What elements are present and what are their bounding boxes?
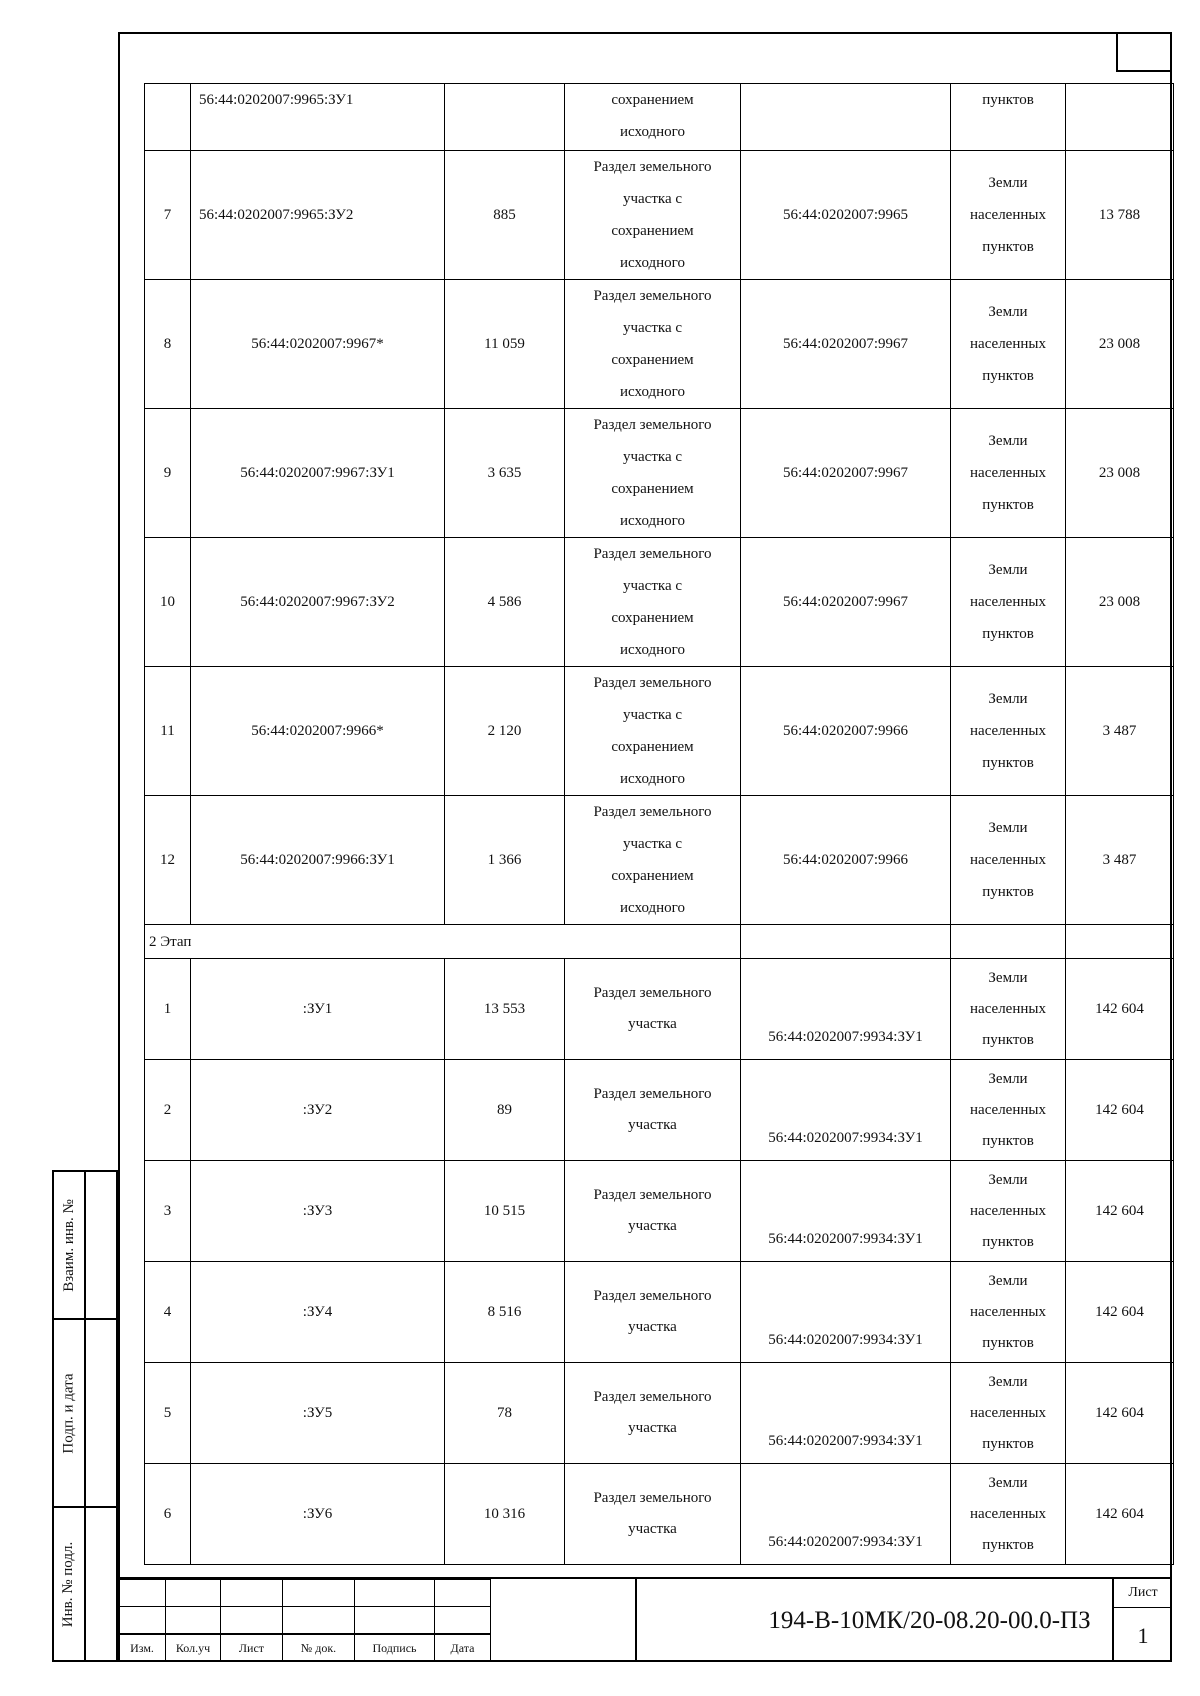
parcel-id: :ЗУ5: [191, 1363, 445, 1464]
land-category-line: пунктов: [982, 626, 1034, 642]
formation-method-line: исходного: [620, 124, 685, 140]
formation-method-line: исходного: [620, 255, 685, 271]
land-category-line: Земли: [988, 304, 1028, 320]
parcel-id: 56:44:0202007:9967:ЗУ1: [191, 409, 445, 538]
formation-method-line: Раздел земельного: [593, 417, 712, 433]
source-area: 3 487: [1066, 796, 1174, 925]
parcel-id: 56:44:0202007:9967*: [191, 280, 445, 409]
row-number: 7: [145, 151, 191, 280]
parcel-area: 89: [445, 1060, 565, 1161]
land-category: [951, 1161, 1066, 1262]
source-area: 142 604: [1066, 959, 1174, 1060]
land-category-line: населенных: [970, 207, 1046, 223]
source-parcel: [741, 84, 951, 151]
formation-method-line: Раздел земельного: [593, 159, 712, 175]
formation-method: [565, 1464, 741, 1565]
revision-grid: [118, 1579, 491, 1662]
parcels-table: [144, 83, 1174, 1565]
land-category: [951, 1262, 1066, 1363]
land-category: [951, 667, 1066, 796]
row-number: 10: [145, 538, 191, 667]
source-area: 142 604: [1066, 1161, 1174, 1262]
land-category: [951, 1464, 1066, 1565]
table-row: [145, 1161, 1174, 1262]
formation-method-line: сохранением: [611, 610, 694, 626]
corner-box: [1116, 32, 1172, 72]
formation-method-line: Раздел земельного: [593, 804, 712, 820]
formation-method-line: участка с: [622, 836, 683, 852]
title-block: [118, 1577, 1172, 1662]
parcel-area: 8 516: [445, 1262, 565, 1363]
stamp-label-sheet: Лист: [221, 1634, 283, 1662]
sheet-box: [1112, 1579, 1172, 1662]
side-label-inv-orig-cell: [52, 1506, 86, 1662]
land-category-line: Земли: [988, 1373, 1028, 1390]
parcel-id: 56:44:0202007:9965:ЗУ1: [191, 84, 445, 151]
land-category-line: Земли: [988, 691, 1028, 707]
formation-method-line: Раздел земельного: [593, 1086, 712, 1102]
row-number: [145, 84, 191, 151]
formation-method-line: участка: [628, 1319, 677, 1335]
parcel-area: 10 316: [445, 1464, 565, 1565]
formation-method-line: исходного: [620, 384, 685, 400]
parcel-area: 13 553: [445, 959, 565, 1060]
land-category: [951, 538, 1066, 667]
parcel-id: 56:44:0202007:9966:ЗУ1: [191, 796, 445, 925]
parcel-area: 78: [445, 1363, 565, 1464]
formation-method-line: участка: [628, 1420, 677, 1436]
formation-method-line: исходного: [620, 771, 685, 787]
land-category: [951, 959, 1066, 1060]
parcel-area: 11 059: [445, 280, 565, 409]
formation-method-line: участка с: [622, 707, 683, 723]
parcel-id: 56:44:0202007:9966*: [191, 667, 445, 796]
table-row: [145, 84, 1174, 151]
source-area: 13 788: [1066, 151, 1174, 280]
sheet-number: 1: [1137, 1623, 1149, 1648]
table-row: [145, 959, 1174, 1060]
formation-method-line: участка: [628, 1521, 677, 1537]
side-blank-cell-2: [86, 1318, 118, 1508]
table-row: [145, 151, 1174, 280]
land-category-line: пунктов: [982, 1031, 1034, 1048]
formation-method: [565, 667, 741, 796]
source-area: 142 604: [1066, 1464, 1174, 1565]
land-category-line: населенных: [970, 465, 1046, 481]
formation-method-line: участка: [628, 1117, 677, 1133]
source-parcel: 56:44:0202007:9934:ЗУ1: [741, 1363, 951, 1464]
land-category-line: пунктов: [982, 1334, 1034, 1351]
source-parcel: 56:44:0202007:9966: [741, 667, 951, 796]
row-number: 5: [145, 1363, 191, 1464]
source-area: 23 008: [1066, 538, 1174, 667]
land-category: [951, 796, 1066, 925]
formation-method-line: участка с: [622, 191, 683, 207]
row-number: 3: [145, 1161, 191, 1262]
formation-method-line: участка с: [622, 320, 683, 336]
side-label-inv-replace: Взаим. инв. №: [60, 1198, 77, 1292]
formation-method: [565, 1262, 741, 1363]
row-number: 1: [145, 959, 191, 1060]
table-row: [145, 409, 1174, 538]
parcel-area: 10 515: [445, 1161, 565, 1262]
land-category-line: пунктов: [982, 368, 1034, 384]
source-area: 23 008: [1066, 409, 1174, 538]
parcel-area: 4 586: [445, 538, 565, 667]
side-label-sign-date: Подп. и дата: [60, 1372, 77, 1454]
formation-method-line: сохранением: [611, 739, 694, 755]
parcel-id: 56:44:0202007:9967:ЗУ2: [191, 538, 445, 667]
formation-method-line: сохранением: [611, 223, 694, 239]
formation-method: [565, 959, 741, 1060]
land-category-line: пунктов: [982, 1536, 1034, 1553]
source-parcel: 56:44:0202007:9934:ЗУ1: [741, 959, 951, 1060]
side-label-inv-replace-cell: [52, 1170, 86, 1320]
side-blank-cell-3: [86, 1506, 118, 1662]
formation-method-line: Раздел земельного: [593, 675, 712, 691]
land-category-line: населенных: [970, 1303, 1046, 1320]
land-category-line: Земли: [988, 820, 1028, 836]
source-parcel: 56:44:0202007:9934:ЗУ1: [741, 1161, 951, 1262]
formation-method-line: участка с: [622, 578, 683, 594]
formation-method: [565, 409, 741, 538]
land-category: [951, 409, 1066, 538]
source-area: 3 487: [1066, 667, 1174, 796]
formation-method-line: сохранением: [611, 92, 694, 108]
formation-method: [565, 84, 741, 151]
parcel-area: 3 635: [445, 409, 565, 538]
formation-method-line: сохранением: [611, 352, 694, 368]
stage-label: 2 Этап: [145, 925, 741, 959]
land-category-line: Земли: [988, 1070, 1028, 1087]
land-category: [951, 1060, 1066, 1161]
formation-method-line: Раздел земельного: [593, 288, 712, 304]
source-parcel: 56:44:0202007:9966: [741, 796, 951, 925]
source-parcel: 56:44:0202007:9934:ЗУ1: [741, 1262, 951, 1363]
land-category-line: пунктов: [982, 1132, 1034, 1149]
formation-method: [565, 538, 741, 667]
land-category-line: пунктов: [982, 884, 1034, 900]
land-category-line: населенных: [970, 1101, 1046, 1118]
formation-method: [565, 151, 741, 280]
side-stamp: [52, 1170, 118, 1662]
formation-method-line: Раздел земельного: [593, 1187, 712, 1203]
row-number: 9: [145, 409, 191, 538]
parcel-id: :ЗУ4: [191, 1262, 445, 1363]
parcel-area: 1 366: [445, 796, 565, 925]
land-category: [951, 84, 1066, 151]
land-category: [951, 151, 1066, 280]
formation-method: [565, 280, 741, 409]
land-category-line: пунктов: [982, 1435, 1034, 1452]
source-parcel: 56:44:0202007:9967: [741, 409, 951, 538]
land-category-line: населенных: [970, 723, 1046, 739]
row-number: 4: [145, 1262, 191, 1363]
row-number: 6: [145, 1464, 191, 1565]
side-label-sign-date-cell: [52, 1318, 86, 1508]
land-category-line: Земли: [988, 1272, 1028, 1289]
parcel-area: 2 120: [445, 667, 565, 796]
land-category-line: пунктов: [982, 1233, 1034, 1250]
row-number: 2: [145, 1060, 191, 1161]
document-code: 194-В-10МК/20-08.20-00.0-ПЗ: [635, 1579, 1200, 1662]
source-area: 142 604: [1066, 1060, 1174, 1161]
formation-method: [565, 1363, 741, 1464]
land-category: [951, 280, 1066, 409]
side-label-inv-orig: Инв. № подл.: [60, 1541, 77, 1627]
land-category-line: пунктов: [982, 497, 1034, 513]
formation-method-line: участка: [628, 1218, 677, 1234]
stamp-label-doc-no: № док.: [283, 1634, 355, 1662]
source-parcel: 56:44:0202007:9934:ЗУ1: [741, 1464, 951, 1565]
formation-method-line: исходного: [620, 642, 685, 658]
formation-method-line: сохранением: [611, 868, 694, 884]
source-area: 142 604: [1066, 1363, 1174, 1464]
source-parcel: 56:44:0202007:9934:ЗУ1: [741, 1060, 951, 1161]
stamp-label-count: Кол.уч: [166, 1634, 221, 1662]
row-number: 11: [145, 667, 191, 796]
land-category-line: Земли: [988, 969, 1028, 986]
land-category-line: пунктов: [982, 239, 1034, 255]
stage-separator-row: [145, 925, 1174, 959]
sheet-label: Лист: [1114, 1579, 1172, 1608]
formation-method-line: участка с: [622, 449, 683, 465]
formation-method-line: Раздел земельного: [593, 1490, 712, 1506]
parcel-id: 56:44:0202007:9965:ЗУ2: [191, 151, 445, 280]
stamp-label-date: Дата: [435, 1634, 491, 1662]
row-number: 8: [145, 280, 191, 409]
land-category-line: Земли: [988, 1171, 1028, 1188]
stamp-label-signature: Подпись: [355, 1634, 435, 1662]
row-number: 12: [145, 796, 191, 925]
land-category-line: населенных: [970, 1202, 1046, 1219]
parcel-area: 885: [445, 151, 565, 280]
table-row: [145, 1363, 1174, 1464]
side-blank-cell-1: [86, 1170, 118, 1320]
table-row: [145, 538, 1174, 667]
land-category-line: населенных: [970, 1000, 1046, 1017]
land-category-line: Земли: [988, 1474, 1028, 1491]
formation-method-line: исходного: [620, 513, 685, 529]
source-area: [1066, 84, 1174, 151]
land-category-line: населенных: [970, 1505, 1046, 1522]
formation-method-line: Раздел земельного: [593, 985, 712, 1001]
land-category-line: Земли: [988, 433, 1028, 449]
land-category-line: пунктов: [982, 755, 1034, 771]
table-row: [145, 667, 1174, 796]
formation-method: [565, 796, 741, 925]
source-parcel: 56:44:0202007:9967: [741, 280, 951, 409]
formation-method: [565, 1161, 741, 1262]
land-category-line: населенных: [970, 594, 1046, 610]
land-category: [951, 1363, 1066, 1464]
source-parcel: 56:44:0202007:9967: [741, 538, 951, 667]
land-category-line: населенных: [970, 336, 1046, 352]
parcels-table-body: [145, 84, 1174, 1565]
table-row: [145, 796, 1174, 925]
formation-method-line: исходного: [620, 900, 685, 916]
parcel-id: :ЗУ3: [191, 1161, 445, 1262]
land-category-line: населенных: [970, 1404, 1046, 1421]
formation-method-line: участка: [628, 1016, 677, 1032]
parcel-id: :ЗУ1: [191, 959, 445, 1060]
parcel-area: [445, 84, 565, 151]
land-category-line: пунктов: [982, 92, 1034, 108]
table-row: [145, 1060, 1174, 1161]
formation-method-line: сохранением: [611, 481, 694, 497]
parcel-id: :ЗУ6: [191, 1464, 445, 1565]
parcel-id: :ЗУ2: [191, 1060, 445, 1161]
land-category-line: Земли: [988, 562, 1028, 578]
source-area: 142 604: [1066, 1262, 1174, 1363]
formation-method-line: Раздел земельного: [593, 1389, 712, 1405]
source-parcel: 56:44:0202007:9965: [741, 151, 951, 280]
source-area: 23 008: [1066, 280, 1174, 409]
table-row: [145, 280, 1174, 409]
table-row: [145, 1464, 1174, 1565]
land-category-line: Земли: [988, 175, 1028, 191]
land-category-line: населенных: [970, 852, 1046, 868]
formation-method: [565, 1060, 741, 1161]
stamp-label-change: Изм.: [119, 1634, 166, 1662]
formation-method-line: Раздел земельного: [593, 1288, 712, 1304]
table-row: [145, 1262, 1174, 1363]
formation-method-line: Раздел земельного: [593, 546, 712, 562]
